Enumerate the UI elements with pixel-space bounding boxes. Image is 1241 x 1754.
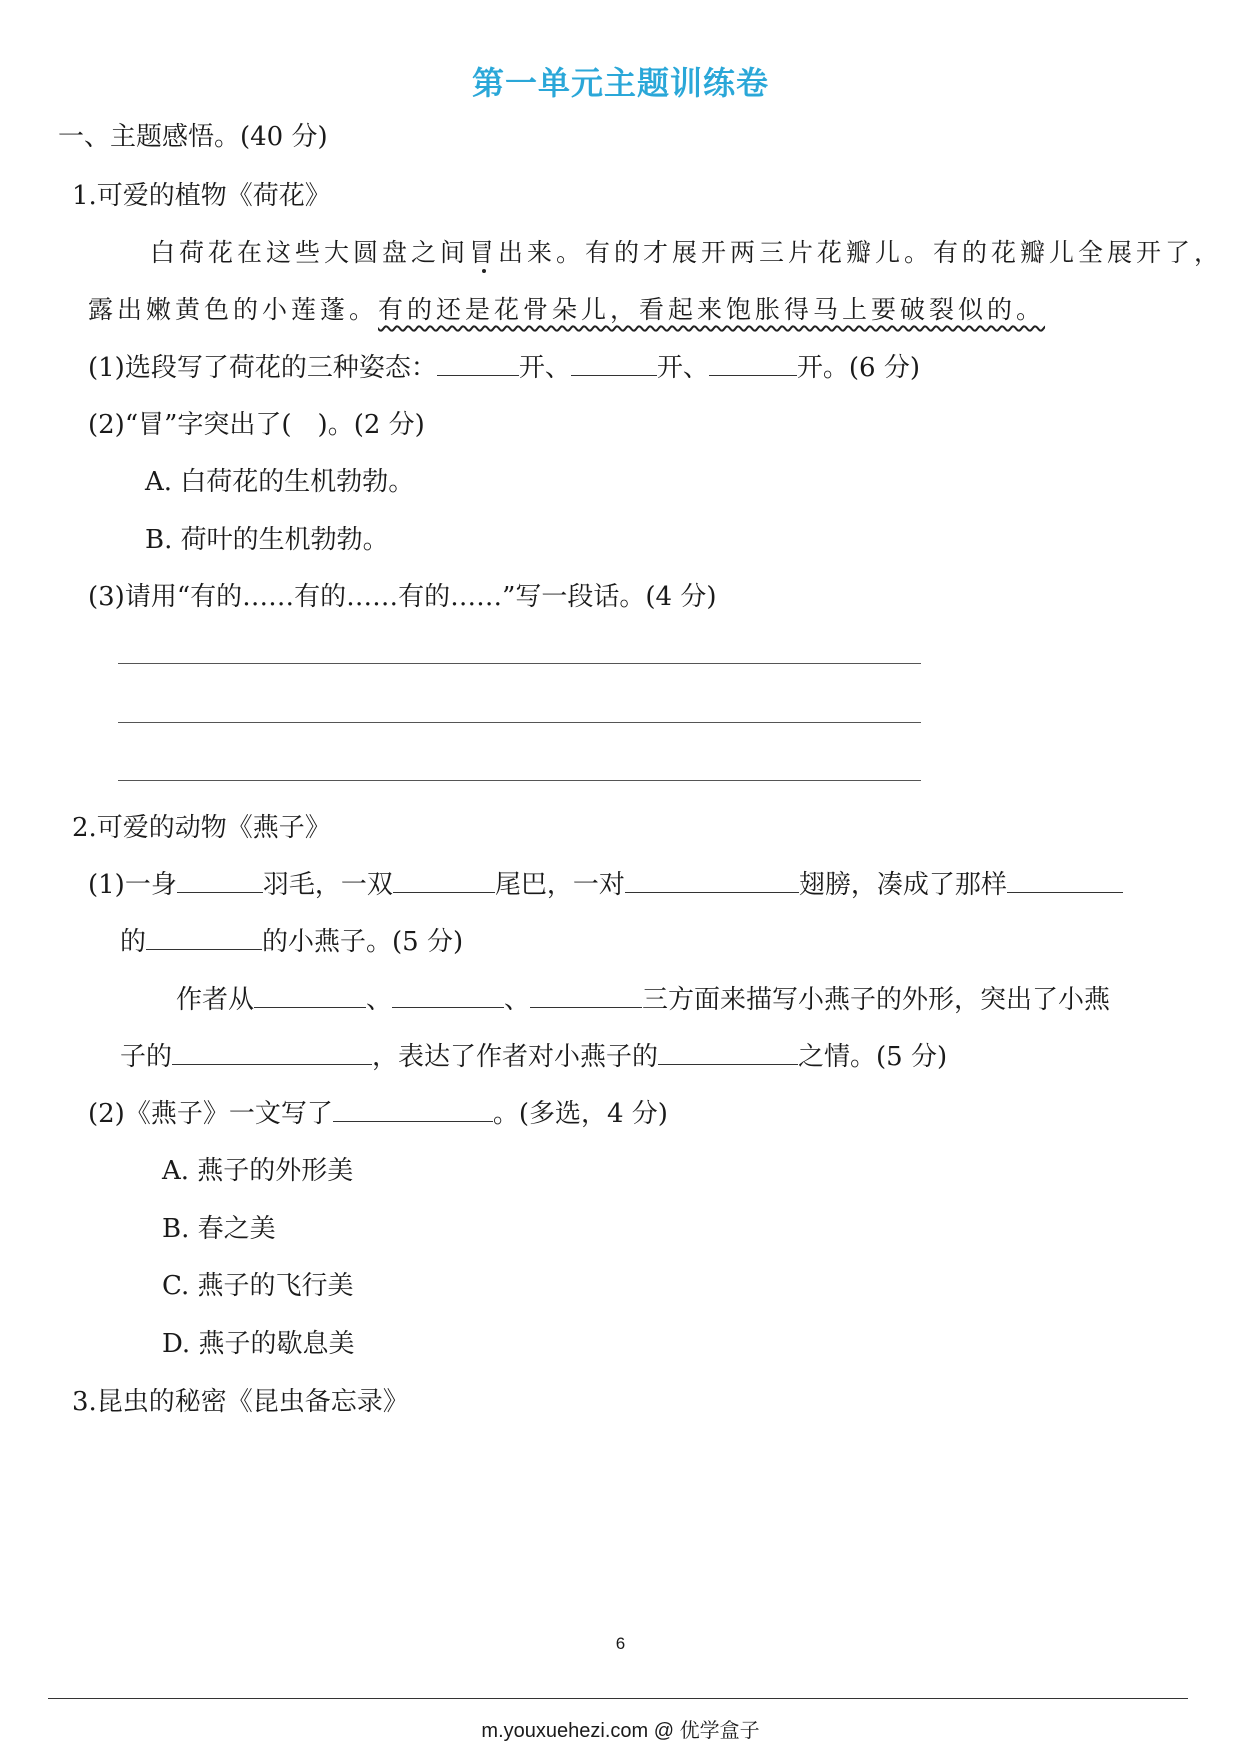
question-text: 开、 xyxy=(656,353,709,383)
question-1-heading: 1.可爱的植物《荷花》 xyxy=(72,181,331,211)
question-text: (1)一身 xyxy=(88,870,177,900)
section-heading: 一、主题感悟。(40 分) xyxy=(58,122,328,152)
page-number: 6 xyxy=(615,1634,626,1653)
question-text: (2)《燕子》一文写了 xyxy=(88,1099,333,1129)
passage-line-1 xyxy=(150,236,1223,270)
answer-blank[interactable] xyxy=(146,925,262,950)
question-text: 翅膀，凑成了那样 xyxy=(798,870,1007,900)
dotted-character: 冒 xyxy=(469,238,499,267)
answer-blank[interactable] xyxy=(1007,868,1123,893)
question-1-2: (2)“冒”字突出了( )。(2 分) xyxy=(88,410,425,440)
question-2-2 xyxy=(88,1097,668,1131)
option-b[interactable]: B. 荷叶的生机勃勃。 xyxy=(145,525,389,555)
question-3-heading: 3.昆虫的秘密《昆虫备忘录》 xyxy=(72,1387,409,1417)
question-text: 作者从 xyxy=(176,985,255,1015)
answer-blank[interactable] xyxy=(172,1040,372,1065)
footer-divider xyxy=(48,1698,1188,1699)
answer-line[interactable] xyxy=(118,663,921,664)
question-text: 、 xyxy=(366,985,393,1015)
answer-blank[interactable] xyxy=(709,351,797,376)
question-text: 的 xyxy=(120,927,147,957)
wavy-underlined-sentence: 有的还是花骨朵儿，看起来饱胀得马上要破裂似的。 xyxy=(378,295,1046,324)
question-2-heading: 2.可爱的动物《燕子》 xyxy=(72,813,331,843)
question-text: 子的 xyxy=(120,1042,173,1072)
question-1-3: (3)请用“有的……有的……有的……”写一段话。(4 分) xyxy=(88,582,717,612)
option-b[interactable]: B. 春之美 xyxy=(162,1214,276,1244)
question-text: 羽毛，一双 xyxy=(262,870,393,900)
option-a[interactable]: A. 白荷花的生机勃勃。 xyxy=(145,467,415,497)
passage-text: 露出嫩黄色的小莲蓬。 xyxy=(88,295,379,324)
question-text: 、 xyxy=(504,985,531,1015)
question-2-1-line-1 xyxy=(88,868,1123,902)
answer-blank[interactable] xyxy=(530,983,642,1008)
answer-blank[interactable] xyxy=(333,1097,493,1122)
question-text: 之情。(5 分) xyxy=(798,1042,948,1072)
answer-line[interactable] xyxy=(118,780,921,781)
answer-line[interactable] xyxy=(118,722,921,723)
question-text: 尾巴，一对 xyxy=(494,870,625,900)
passage-text: 白荷花在这些大圆盘之间 xyxy=(150,238,470,267)
footer-text: m.youxuehezi.com @ 优学盒子 xyxy=(481,1720,760,1742)
answer-blank[interactable] xyxy=(392,983,504,1008)
option-a[interactable]: A. 燕子的外形美 xyxy=(162,1156,354,1186)
question-1-1 xyxy=(88,351,920,385)
answer-blank[interactable] xyxy=(658,1040,798,1065)
question-text: ，表达了作者对小燕子的 xyxy=(372,1042,659,1072)
question-text: 开、 xyxy=(518,353,571,383)
question-text: (1)选段写了荷花的三种姿态： xyxy=(88,353,437,383)
question-2-1-line-2 xyxy=(120,925,463,959)
answer-blank[interactable] xyxy=(625,868,799,893)
question-2-1-line-4 xyxy=(120,1040,947,1074)
question-2-1-line-3 xyxy=(176,983,1110,1017)
answer-blank[interactable] xyxy=(393,868,495,893)
answer-blank[interactable] xyxy=(437,351,519,376)
page-title: 第一单元主题训练卷 xyxy=(471,64,769,102)
passage-text: 出来。有的才展开两三片花瓣儿。有的花瓣儿全展开了， xyxy=(498,238,1224,267)
question-text: 开。(6 分) xyxy=(796,353,920,383)
passage-line-2 xyxy=(88,293,1045,327)
option-d[interactable]: D. 燕子的歇息美 xyxy=(162,1329,355,1359)
answer-blank[interactable] xyxy=(254,983,366,1008)
answer-blank[interactable] xyxy=(571,351,657,376)
question-text: 的小燕子。(5 分) xyxy=(262,927,464,957)
answer-blank[interactable] xyxy=(177,868,263,893)
option-c[interactable]: C. 燕子的飞行美 xyxy=(162,1271,354,1301)
question-text: 三方面来描写小燕子的外形，突出了小燕 xyxy=(642,985,1111,1015)
question-text: 。(多选，4 分) xyxy=(492,1099,668,1129)
